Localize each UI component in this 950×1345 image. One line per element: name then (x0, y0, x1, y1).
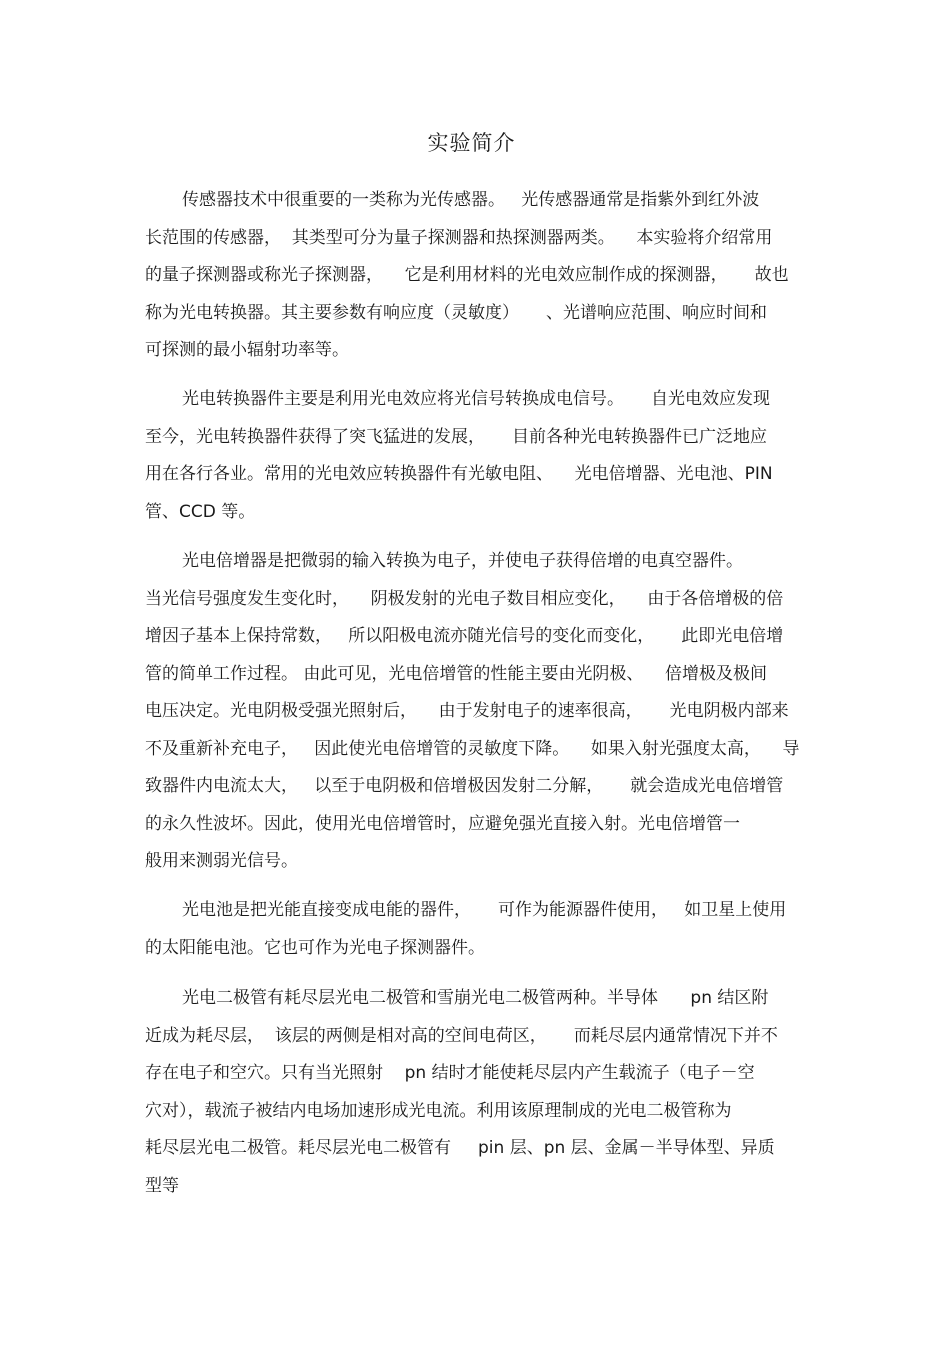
text-line: 的太阳能电池。它也可作为光电子探测器件。 (145, 937, 485, 958)
paragraph-1 (145, 186, 820, 374)
text-line: 管的简单工作过程。 由此可见，光电倍增管的性能主要由光阴极、 倍增极及极间 (145, 663, 768, 684)
text-line: 长范围的传感器， 其类型可分为量子探测器和热探测器两类。 本实验将介绍常用 (145, 227, 773, 248)
text-line: 增因子基本上保持常数， 所以阳极电流亦随光信号的变化而变化， 此即光电倍增 (145, 626, 784, 646)
text-line: 不及重新补充电子， 因此使光电倍增管的灵敏度下降。 如果入射光强度太高， 导 (145, 738, 800, 759)
text-line: 近成为耗尽层， 该层的两侧是相对高的空间电荷区， 而耗尽层内通常情况下并不 (145, 1025, 778, 1046)
text-line: 的量子探测器或称光子探测器， 它是利用材料的光电效应制作成的探测器， 故也 (145, 265, 789, 285)
text-line: 存在电子和空穴。只有当光照射 pn 结时才能使耗尽层内产生载流子（电子－空 (145, 1063, 755, 1083)
text-line: 当光信号强度发生变化时， 阴极发射的光电子数目相应变化， 由于各倍增极的倍 (145, 588, 784, 609)
text-line: 般用来测弱光信号。 (145, 851, 298, 871)
paragraph-4 (145, 896, 820, 971)
text-line: 穴对），载流子被结内电场加速形成光电流。利用该原理制成的光电二极管称为 (145, 1100, 732, 1121)
paragraph-5 (145, 984, 820, 1209)
text-line: 可探测的最小辐射功率等。 (145, 340, 349, 360)
text-line: 型等 (145, 1175, 179, 1196)
paragraph-3 (145, 547, 820, 885)
text-line: 称为光电转换器。其主要参数有响应度（灵敏度） 、光谱响应范围、响应时间和 (145, 302, 768, 323)
text-line: 光电二极管有耗尽层光电二极管和雪崩光电二极管两种。半导体 pn 结区附 (182, 988, 769, 1008)
text-line: 光电池是把光能直接变成电能的器件， 可作为能源器件使用， 如卫星上使用 (182, 900, 787, 920)
text-line: 用在各行各业。常用的光电效应转换器件有光敏电阻、 光电倍增器、光电池、PIN (145, 464, 773, 484)
text-line: 光电转换器件主要是利用光电效应将光信号转换成电信号。 自光电效应发现 (182, 389, 771, 409)
text-line: 传感器技术中很重要的一类称为光传感器。 光传感器通常是指紫外到红外波 (182, 190, 760, 210)
text-line: 电压决定。光电阴极受强光照射后， 由于发射电子的速率很高， 光电阴极内部来 (145, 701, 789, 721)
text-line: 耗尽层光电二极管。耗尽层光电二极管有 pin 层、pn 层、金属－半导体型、异质 (145, 1138, 775, 1158)
document-title: 实验简介 (427, 131, 516, 155)
text-line: 光电倍增器是把微弱的输入转换为电子，并使电子获得倍增的电真空器件。 (182, 551, 743, 571)
text-line: 至今，光电转换器件获得了突飞猛进的发展， 目前各种光电转换器件已广泛地应 (145, 426, 768, 447)
paragraph-2 (145, 385, 820, 535)
text-line: 管、CCD 等。 (145, 501, 256, 522)
text-line: 的永久性波坏。因此，使用光电倍增管时，应避免强光直接入射。光电倍增管一 (145, 813, 740, 834)
text-line: 致器件内电流太大， 以至于电阴极和倍增极因发射二分解， 就会造成光电倍增管 (145, 776, 784, 796)
